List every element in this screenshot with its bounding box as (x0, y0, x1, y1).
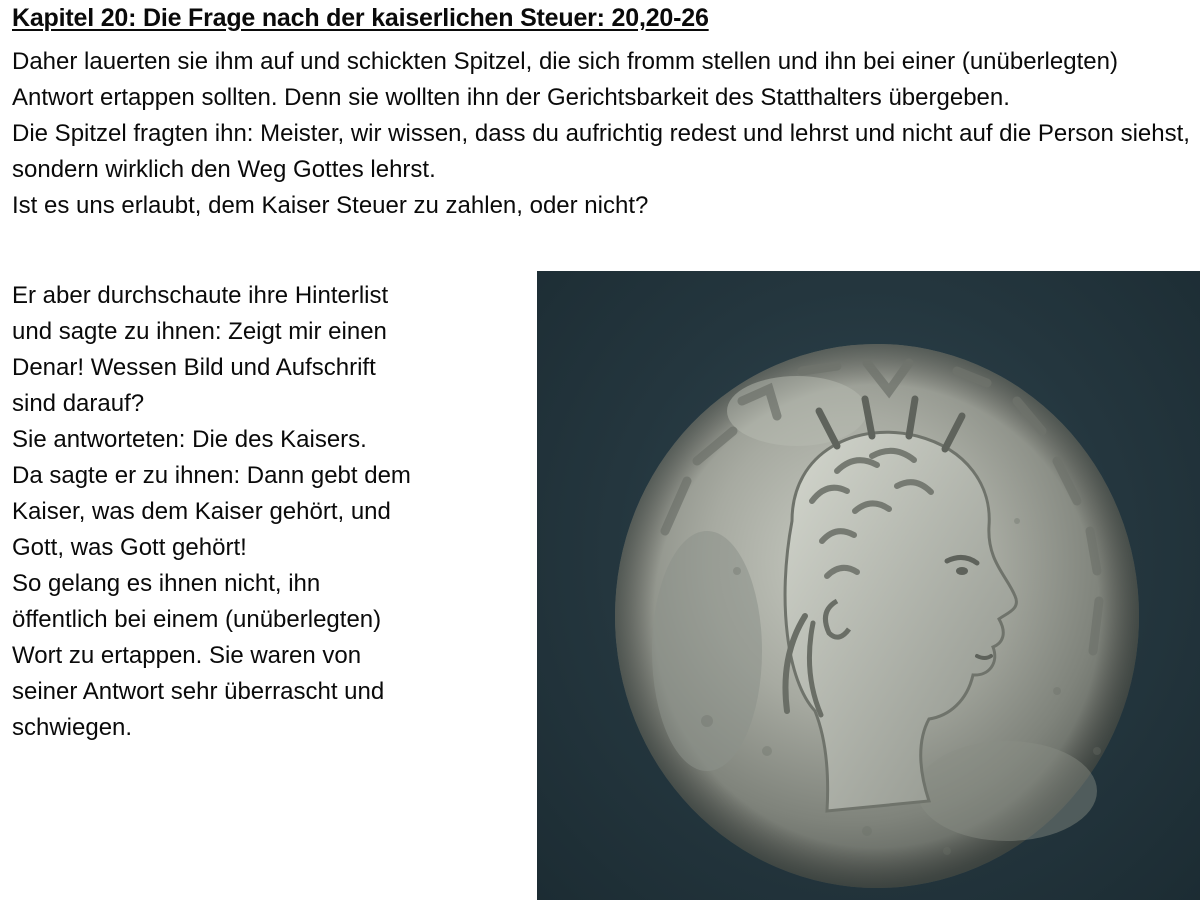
story-paragraph-1: Er aber durchschaute ihre Hinterlist und sagte zu ihnen: Zeigt mir einen Denar! Wessen Bild und Aufschrift sind darauf? (12, 282, 389, 417)
coin-photo (537, 271, 1200, 900)
story-paragraph-4: So gelang es ihnen nicht, ihn öffentlich bei einem (unüberlegten) Wort zu ertappen. Sie waren von seiner Antwort sehr überrascht und schwiegen. (12, 570, 385, 741)
story-paragraph-2: Sie antworteten: Die des Kaisers. (12, 426, 367, 453)
intro-paragraph-2: Die Spitzel fragten ihn: Meister, wir wissen, dass du aufrichtig redest und lehrst und nicht auf die Person siehst, sondern wirklich den Weg Gottes lehrst. (12, 120, 1190, 183)
denarius-coin-icon (537, 271, 1200, 900)
intro-text (12, 44, 1192, 224)
story-paragraph-3: Da sagte er zu ihnen: Dann gebt dem Kaiser, was dem Kaiser gehört, und Gott, was Gott gehört! (12, 462, 411, 561)
story-text (12, 278, 412, 746)
slide-title: Kapitel 20: Die Frage nach der kaiserlichen Steuer: 20,20-26 (12, 4, 709, 32)
intro-paragraph-1: Daher lauerten sie ihm auf und schickten Spitzel, die sich fromm stellen und ihn bei einer (unüberlegten) Antwort ertappen sollten. Denn sie wollten ihn der Gerichtsbarkeit des Statthalters übergeben. (12, 48, 1118, 111)
intro-paragraph-3: Ist es uns erlaubt, dem Kaiser Steuer zu zahlen, oder nicht? (12, 192, 649, 219)
